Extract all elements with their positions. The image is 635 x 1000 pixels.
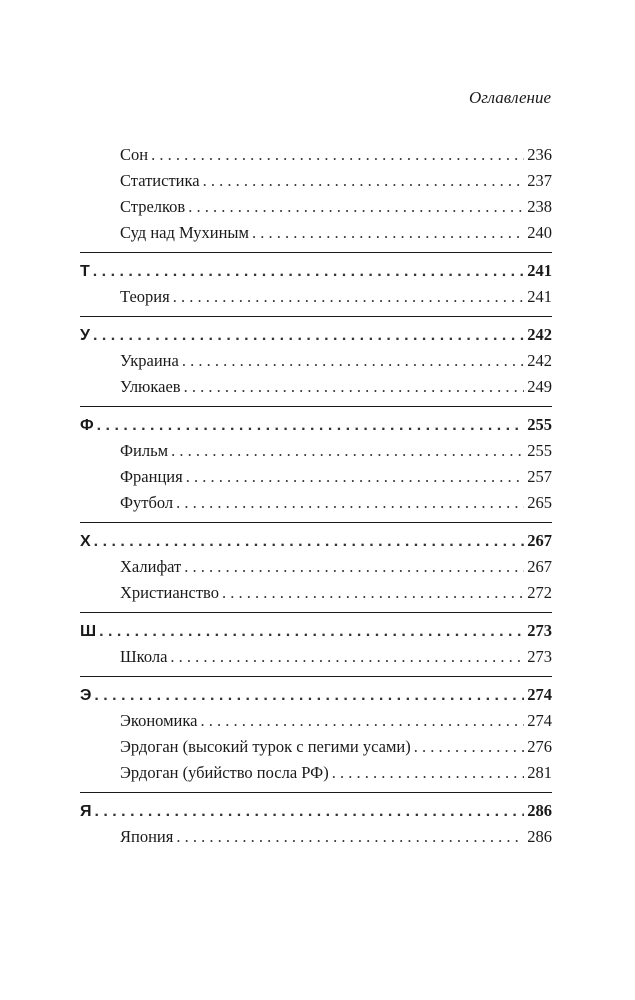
toc-entry xyxy=(80,168,552,194)
toc-section xyxy=(80,522,552,606)
dot-leader xyxy=(414,734,525,760)
toc-entry xyxy=(80,142,552,168)
dot-leader xyxy=(170,644,524,670)
toc-section xyxy=(80,142,552,246)
toc-entry-title: Сон xyxy=(120,145,149,164)
dot-leader xyxy=(93,259,524,285)
toc-entry xyxy=(80,580,552,606)
toc-entry-page: 237 xyxy=(527,171,552,190)
dot-leader xyxy=(252,220,524,246)
dot-leader xyxy=(176,490,524,516)
toc-entry xyxy=(80,760,552,786)
dot-leader xyxy=(94,683,524,709)
dot-leader xyxy=(97,413,525,439)
dot-leader xyxy=(222,580,524,606)
toc-letter-heading xyxy=(80,618,552,644)
letter-heading-label: Т xyxy=(80,263,90,280)
toc-entry xyxy=(80,374,552,400)
dot-leader xyxy=(184,554,524,580)
toc-section xyxy=(80,676,552,786)
toc-entry xyxy=(80,734,552,760)
toc-entry xyxy=(80,348,552,374)
toc-entry-title: Школа xyxy=(120,647,168,666)
dot-leader xyxy=(94,529,525,555)
running-head: Оглавление xyxy=(468,88,551,107)
toc-letter-heading xyxy=(80,258,552,284)
toc-letter-heading xyxy=(80,412,552,438)
toc-entry-page: 276 xyxy=(527,737,552,756)
letter-heading-page: 255 xyxy=(527,415,552,434)
toc-entry xyxy=(80,438,552,464)
dot-leader xyxy=(188,194,524,220)
letter-heading-label: Э xyxy=(80,687,92,704)
letter-heading-page: 274 xyxy=(527,685,552,704)
toc-entry xyxy=(80,464,552,490)
toc-entry-page: 265 xyxy=(527,493,552,512)
letter-heading-label: Х xyxy=(80,533,91,550)
toc-letter-heading xyxy=(80,798,552,824)
toc-entry-page: 273 xyxy=(527,647,552,666)
toc-section xyxy=(80,252,552,310)
toc-entry xyxy=(80,824,552,850)
toc-entry-title: Эрдоган (убийство посла РФ) xyxy=(120,763,329,782)
toc-entry-page: 240 xyxy=(527,223,552,242)
toc-entry-title: Теория xyxy=(120,287,170,306)
dot-leader xyxy=(186,464,525,490)
table-of-contents xyxy=(80,142,552,850)
toc-entry-page: 274 xyxy=(527,711,552,730)
letter-heading-page: 273 xyxy=(527,621,552,640)
dot-leader xyxy=(203,168,525,194)
letter-heading-page: 267 xyxy=(527,531,552,550)
toc-entry-title: Украина xyxy=(120,351,179,370)
toc-entry xyxy=(80,644,552,670)
toc-letter-heading xyxy=(80,322,552,348)
letter-heading-page: 286 xyxy=(527,801,552,820)
dot-leader xyxy=(171,438,524,464)
toc-entry-page: 238 xyxy=(527,197,552,216)
toc-entry xyxy=(80,554,552,580)
toc-entry-title: Фильм xyxy=(120,441,169,460)
toc-entry-page: 286 xyxy=(527,827,552,846)
toc-entry-title: Эрдоган (высокий турок с пегими усами) xyxy=(120,737,411,756)
dot-leader xyxy=(332,760,525,786)
toc-entry xyxy=(80,194,552,220)
toc-entry-page: 272 xyxy=(527,583,552,602)
toc-entry-page: 241 xyxy=(527,287,552,306)
toc-entry xyxy=(80,284,552,310)
toc-entry-page: 281 xyxy=(527,763,552,782)
toc-entry-title: Футбол xyxy=(120,493,174,512)
toc-entry xyxy=(80,708,552,734)
toc-entry-title: Стрелков xyxy=(120,197,186,216)
toc-entry-page: 249 xyxy=(527,377,552,396)
toc-entry xyxy=(80,490,552,516)
toc-entry xyxy=(80,220,552,246)
toc-entry-page: 236 xyxy=(527,145,552,164)
toc-section xyxy=(80,316,552,400)
dot-leader xyxy=(151,142,524,168)
toc-entry-title: Христианство xyxy=(120,583,219,602)
toc-entry-title: Франция xyxy=(120,467,183,486)
toc-entry-title: Япония xyxy=(120,827,174,846)
dot-leader xyxy=(176,824,524,850)
toc-entry-title: Улюкаев xyxy=(120,377,181,396)
toc-entry-title: Статистика xyxy=(120,171,200,190)
toc-section xyxy=(80,792,552,850)
dot-leader xyxy=(182,348,524,374)
dot-leader xyxy=(95,799,525,825)
letter-heading-page: 242 xyxy=(527,325,552,344)
letter-heading-page: 241 xyxy=(527,261,552,280)
dot-leader xyxy=(200,708,524,734)
toc-entry-page: 255 xyxy=(527,441,552,460)
dot-leader xyxy=(93,323,524,349)
toc-entry-page: 267 xyxy=(527,557,552,576)
letter-heading-label: Ш xyxy=(80,623,97,640)
dot-leader xyxy=(173,284,525,310)
toc-letter-heading xyxy=(80,528,552,554)
toc-entry-title: Халифат xyxy=(120,557,182,576)
letter-heading-label: Я xyxy=(80,803,92,820)
toc-section xyxy=(80,406,552,516)
letter-heading-label: Ф xyxy=(80,417,94,434)
toc-letter-heading xyxy=(80,682,552,708)
toc-section xyxy=(80,612,552,670)
toc-entry-title: Суд над Мухиным xyxy=(120,223,249,242)
dot-leader xyxy=(184,374,525,400)
letter-heading-label: У xyxy=(80,327,90,344)
toc-entry-page: 257 xyxy=(527,467,552,486)
dot-leader xyxy=(99,619,524,645)
toc-entry-title: Экономика xyxy=(120,711,198,730)
toc-entry-page: 242 xyxy=(527,351,552,370)
